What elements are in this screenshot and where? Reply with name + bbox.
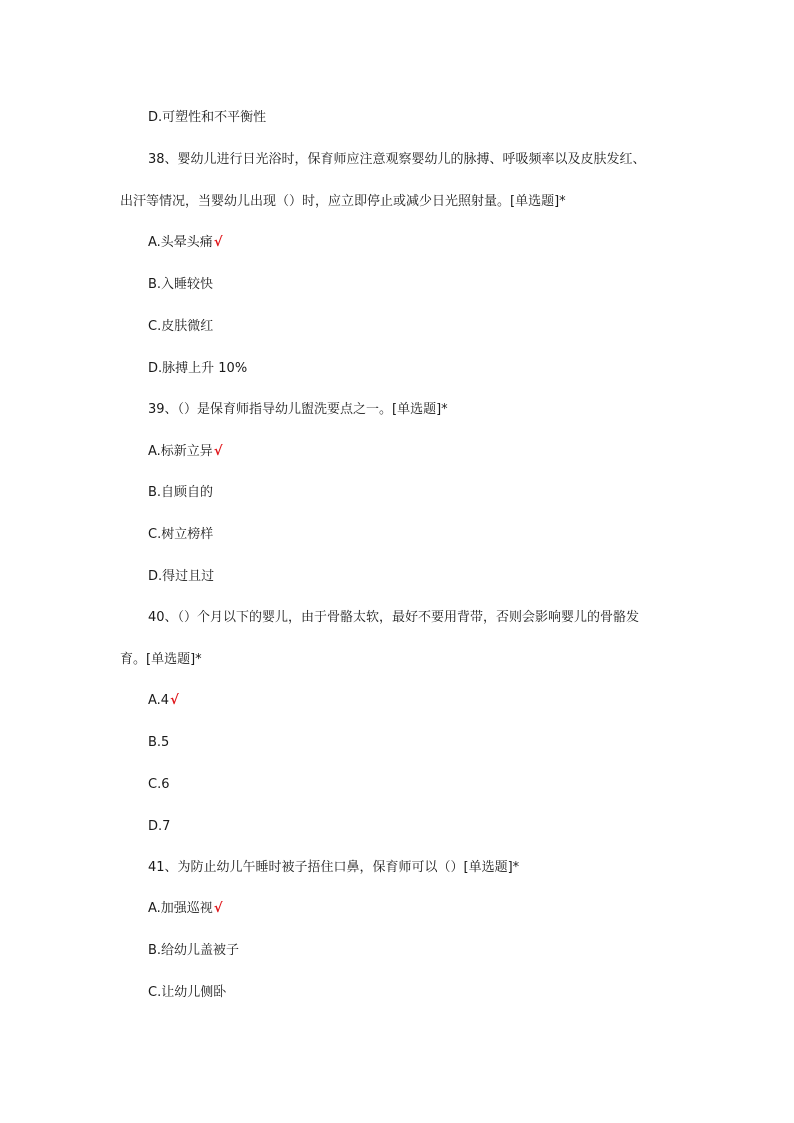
q40-stem-line2: 育。[单选题]* <box>120 652 202 667</box>
q38-option-c: C.皮肤微红 <box>148 319 214 334</box>
q41-stem-line1: 41、为防止幼儿午睡时被子捂住口鼻，保育师可以（）[单选题]* <box>148 860 520 875</box>
q37-option-d: D.可塑性和不平衡性 <box>148 110 267 125</box>
q41-option-a <box>148 900 222 918</box>
correct-check-icon: √ <box>213 901 223 916</box>
option-text: A.加强巡视 <box>148 901 213 916</box>
q38-stem-line2: 出汗等情况，当婴幼儿出现（）时，应立即停止或减少日光照射量。[单选题]* <box>120 194 566 209</box>
q40-option-d: D.7 <box>148 819 171 834</box>
q38-option-b: B.入睡较快 <box>148 277 214 292</box>
q41-option-b: B.给幼儿盖被子 <box>148 943 240 958</box>
q40-option-b: B.5 <box>148 735 170 750</box>
q39-option-a <box>148 443 222 461</box>
correct-check-icon: √ <box>213 444 223 459</box>
option-text: A.4 <box>148 693 170 708</box>
q41-option-c: C.让幼儿侧卧 <box>148 985 227 1000</box>
q38-option-d: D.脉搏上升 10% <box>148 361 248 376</box>
option-text: A.头晕头痛 <box>148 235 213 250</box>
q40-option-a <box>148 692 179 710</box>
q38-option-a <box>148 234 222 252</box>
q39-option-d: D.得过且过 <box>148 569 215 584</box>
q38-stem-line1: 38、婴幼儿进行日光浴时，保育师应注意观察婴幼儿的脉搏、呼吸频率以及皮肤发红、 <box>148 152 646 167</box>
q39-option-c: C.树立榜样 <box>148 527 214 542</box>
q40-option-c: C.6 <box>148 777 170 792</box>
correct-check-icon: √ <box>213 235 223 250</box>
q39-stem-line1: 39、（）是保育师指导幼儿盥洗要点之一。[单选题]* <box>148 402 448 417</box>
q39-option-b: B.自顾自的 <box>148 485 214 500</box>
q40-stem-line1: 40、（）个月以下的婴儿，由于骨骼太软，最好不要用背带，否则会影响婴儿的骨骼发 <box>148 610 640 625</box>
correct-check-icon: √ <box>170 693 179 708</box>
option-text: A.标新立异 <box>148 444 213 459</box>
